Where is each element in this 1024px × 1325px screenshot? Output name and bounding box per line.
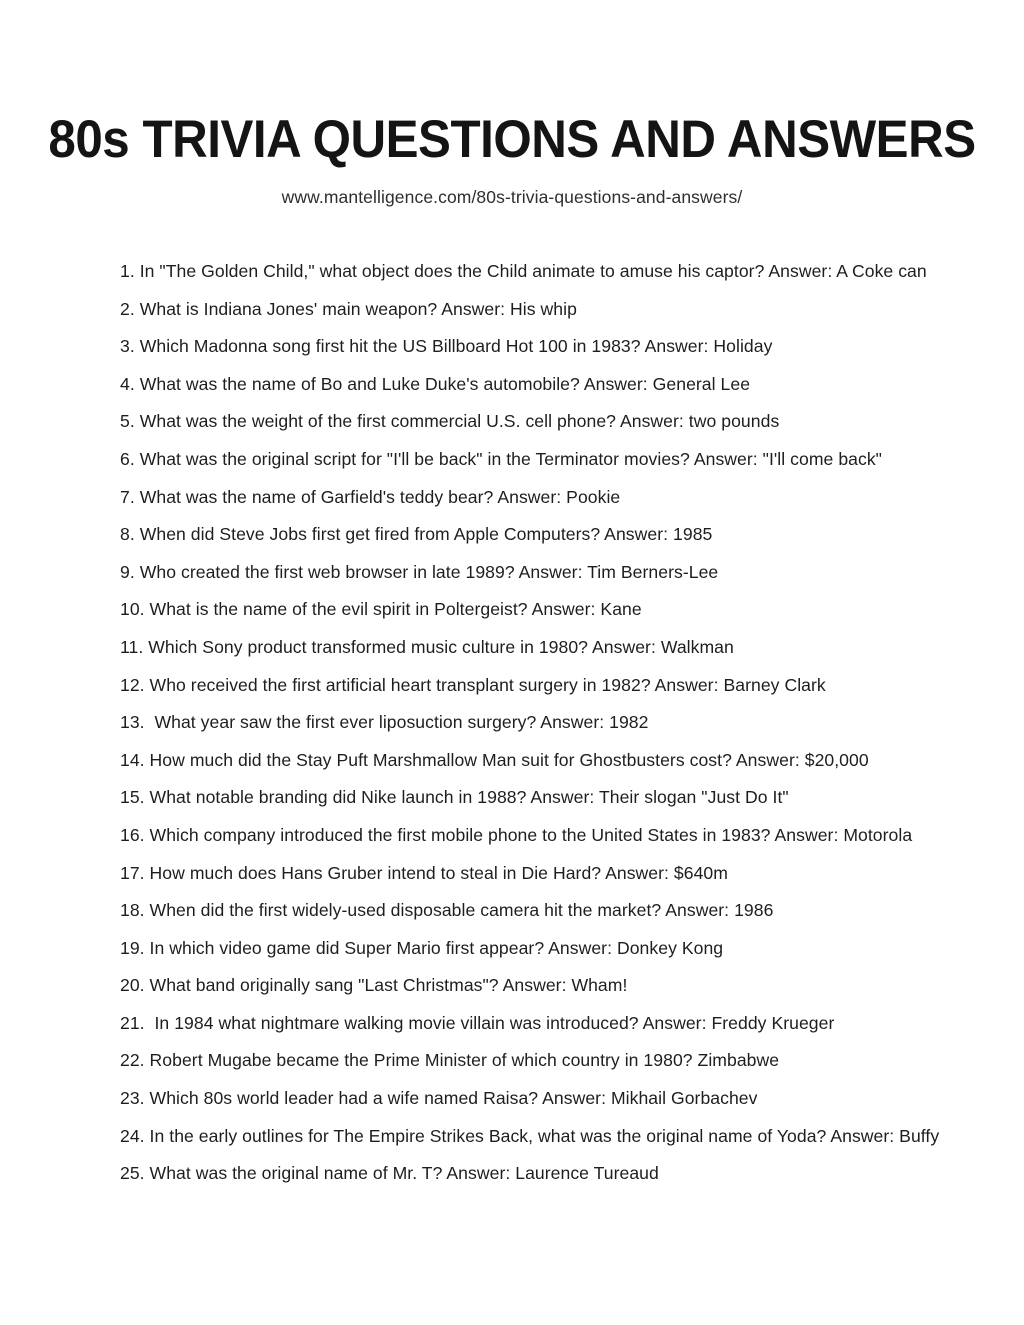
trivia-list-item: 2. What is Indiana Jones' main weapon? Answer: His whip (120, 298, 577, 319)
trivia-list-item: 14. How much did the Stay Puft Marshmallow Man suit for Ghostbusters cost? Answer: $20,000 (120, 749, 869, 770)
trivia-list-item: 25. What was the original name of Mr. T? Answer: Laurence Tureaud (120, 1163, 659, 1184)
trivia-list-item: 11. Which Sony product transformed music culture in 1980? Answer: Walkman (120, 636, 734, 657)
trivia-list-item: 13. What year saw the first ever liposuction surgery? Answer: 1982 (120, 712, 649, 733)
document-header (0, 112, 1024, 208)
trivia-list-item: 15. What notable branding did Nike launch in 1988? Answer: Their slogan "Just Do It" (120, 787, 789, 808)
trivia-list-item: 4. What was the name of Bo and Luke Duke's automobile? Answer: General Lee (120, 373, 751, 394)
trivia-list-item: 5. What was the weight of the first commercial U.S. cell phone? Answer: two pounds (120, 411, 780, 432)
trivia-question-list (120, 259, 940, 1199)
trivia-list-item: 20. What band originally sang "Last Christmas"? Answer: Wham! (120, 975, 628, 996)
source-url: www.mantelligence.com/80s-trivia-questions-and-answers/ (281, 187, 743, 207)
trivia-list-item: 18. When did the first widely-used disposable camera hit the market? Answer: 1986 (120, 900, 774, 921)
trivia-list-item: 1. In "The Golden Child," what object does the Child animate to amuse his captor? Answer: A Coke can (120, 261, 927, 281)
trivia-list-item: 17. How much does Hans Gruber intend to steal in Die Hard? Answer: $640m (120, 862, 728, 883)
trivia-list-item: 6. What was the original script for "I'll be back" in the Terminator movies? Answer: "I'll come back" (120, 448, 882, 469)
trivia-list-item: 22. Robert Mugabe became the Prime Minister of which country in 1980? Zimbabwe (120, 1050, 780, 1071)
trivia-list-item: 23. Which 80s world leader had a wife named Raisa? Answer: Mikhail Gorbachev (120, 1088, 758, 1109)
trivia-list-item: 12. Who received the first artificial heart transplant surgery in 1982? Answer: Barney Clark (120, 674, 826, 695)
trivia-list-item: 21. In 1984 what nightmare walking movie villain was introduced? Answer: Freddy Krueger (120, 1012, 835, 1033)
trivia-list-item: 9. Who created the first web browser in late 1989? Answer: Tim Berners-Lee (120, 561, 719, 582)
page-title: 80s TRIVIA QUESTIONS AND ANSWERS (48, 110, 976, 169)
trivia-list-item: 7. What was the name of Garfield's teddy bear? Answer: Pookie (120, 486, 621, 507)
trivia-list-item: 24. In the early outlines for The Empire Strikes Back, what was the original name of Yoda? Answer: Buffy (120, 1125, 940, 1146)
trivia-list-item: 3. Which Madonna song first hit the US Billboard Hot 100 in 1983? Answer: Holiday (120, 336, 773, 357)
trivia-list-item: 10. What is the name of the evil spirit in Poltergeist? Answer: Kane (120, 599, 642, 620)
trivia-list-item: 16. Which company introduced the first mobile phone to the United States in 1983? Answer: Motorola (120, 824, 913, 845)
trivia-list-item: 19. In which video game did Super Mario first appear? Answer: Donkey Kong (120, 937, 724, 958)
trivia-list-item: 8. When did Steve Jobs first get fired from Apple Computers? Answer: 1985 (120, 524, 713, 545)
